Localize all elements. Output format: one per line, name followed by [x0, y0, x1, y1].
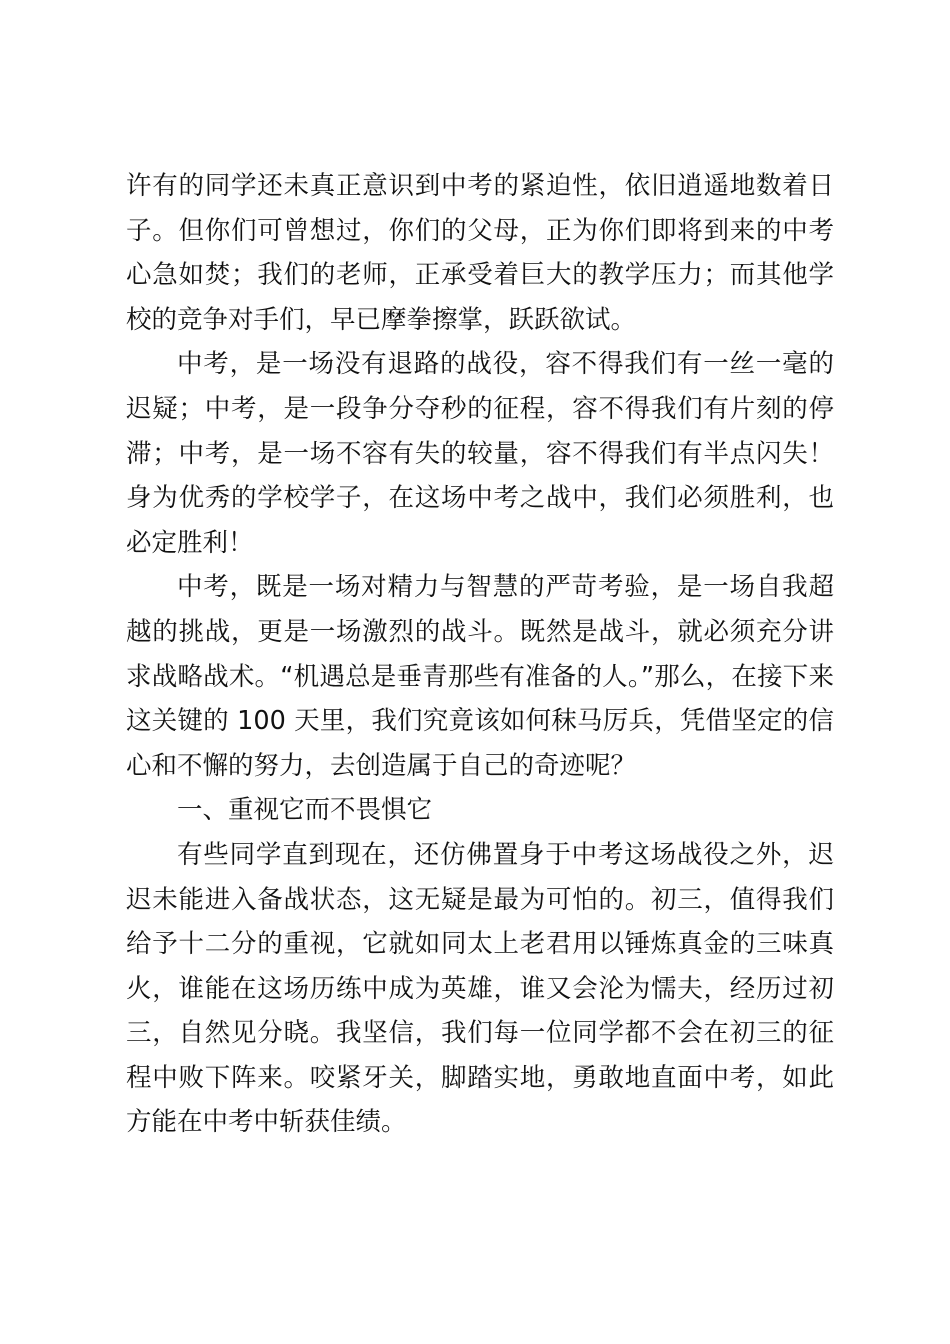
document-body — [126, 164, 834, 1145]
paragraph-zhongkao-battle: 中考，是一场没有退路的战役，容不得我们有一丝一毫的迟疑；中考，是一段争分夺秒的征程，容不得我们有片刻的停滞；中考，是一场不容有失的较量，容不得我们有半点闪失！身为优秀的学校学子，在这场中考之战中，我们必须胜利，也必定胜利！ — [126, 349, 834, 558]
paragraph-strategy: 中考，既是一场对精力与智慧的严苛考验，是一场自我超越的挑战，更是一场激烈的战斗。既然是战斗，就必须充分讲求战略战术。“机遇总是垂青那些有准备的人。”那么，在接下来这关键的 100 天里，我们究竟该如何秣马厉兵，凭借坚定的信心和不懈的努力，去创造属于自己的奇迹呢？ — [126, 572, 834, 781]
paragraph-continuation: 许有的同学还未真正意识到中考的紧迫性，依旧逍遥地数着日子。但你们可曾想过，你们的父母，正为你们即将到来的中考心急如焚；我们的老师，正承受着巨大的教学压力；而其他学校的竞争对手们，早已摩拳擦掌，跃跃欲试。 — [126, 171, 834, 335]
paragraph-importance: 有些同学直到现在，还仿佛置身于中考这场战役之外，迟迟未能进入备战状态，这无疑是最为可怕的。初三，值得我们给予十二分的重视，它就如同太上老君用以锤炼真金的三味真火，谁能在这场历练中成为英雄，谁又会沦为懦夫，经历过初三，自然见分晓。我坚信，我们每一位同学都不会在初三的征程中败下阵来。咬紧牙关，脚踏实地，勇敢地直面中考，如此方能在中考中斩获佳绩。 — [126, 839, 834, 1138]
section-heading-1: 一、重视它而不畏惧它 — [177, 795, 433, 826]
